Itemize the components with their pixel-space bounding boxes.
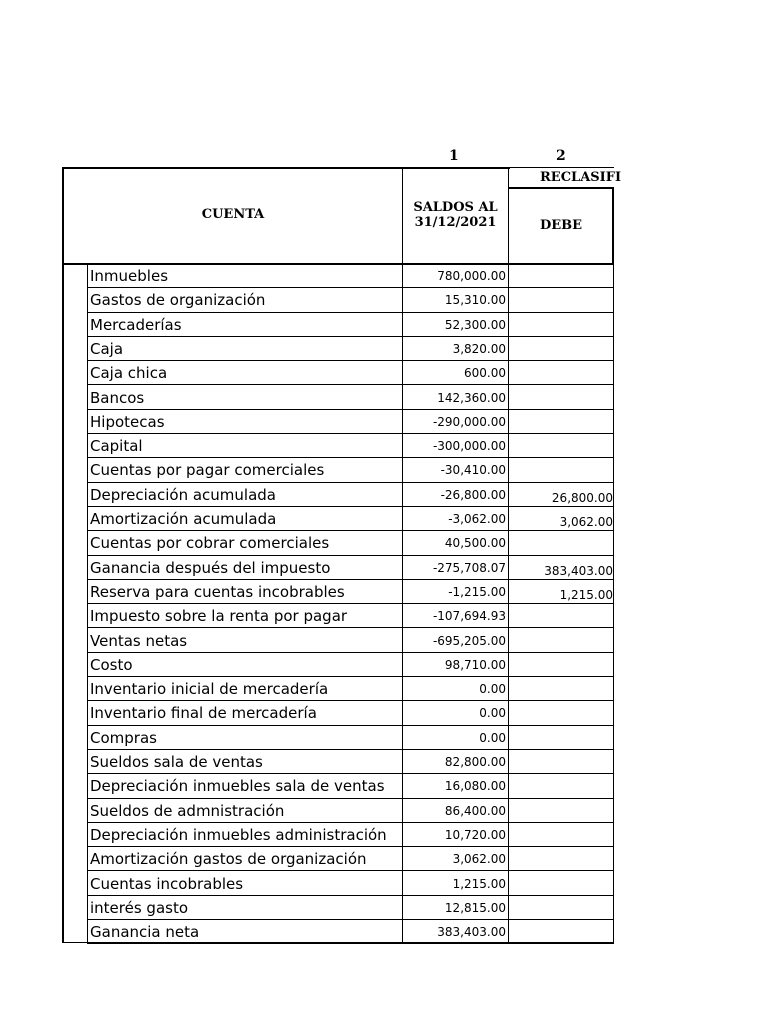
table-row [62,847,614,871]
table-row [62,580,614,604]
balance-cell[interactable]: 1,215.00 [452,876,506,891]
balance-cell[interactable]: 0.00 [479,730,506,745]
balance-cell[interactable]: 40,500.00 [444,536,506,551]
table-row [62,264,614,288]
balance-cell[interactable]: 15,310.00 [444,293,506,308]
balance-cell[interactable]: -1,215.00 [448,584,506,599]
header-debe: DEBE [539,218,583,233]
table-row [62,896,614,920]
balance-cell[interactable]: 0.00 [479,706,506,721]
account-cell[interactable]: Amortización gastos de organización [90,850,367,869]
reclasif-top-border [508,167,614,168]
account-cell[interactable]: Depreciación acumulada [90,485,276,504]
balance-cell[interactable]: 3,820.00 [452,341,506,356]
table-row [62,434,614,458]
balance-cell[interactable]: -3,062.00 [448,512,506,526]
table-row [62,361,614,385]
account-cell[interactable]: Bancos [90,388,145,407]
table-row [62,556,614,580]
account-cell[interactable]: Caja [90,339,124,358]
balance-cell[interactable]: 3,062.00 [452,852,506,867]
account-cell[interactable]: Inventario inicial de mercadería [90,680,329,699]
account-cell[interactable]: Reserva para cuentas incobrables [90,582,345,601]
account-cell[interactable]: Hipotecas [90,412,165,431]
balance-cell[interactable]: 0.00 [479,682,506,697]
column-number-2: 2 [556,148,566,164]
balance-cell[interactable]: -290,000.00 [432,414,506,429]
balance-cell[interactable]: 12,815.00 [444,900,506,915]
table-row [62,483,614,507]
balance-cell[interactable]: 98,710.00 [444,657,506,672]
account-cell[interactable]: Depreciación inmuebles administración [90,825,387,844]
account-cell[interactable]: Costo [90,655,133,674]
header-saldos [403,200,508,230]
account-cell[interactable]: Impuesto sobre la renta por pagar [90,607,348,626]
balance-cell[interactable]: 780,000.00 [437,269,506,283]
account-cell[interactable]: Amortización acumulada [90,510,277,528]
header-reclasif: RECLASIFI [540,170,622,185]
table-row [62,920,614,944]
table-row [62,799,614,823]
balance-cell[interactable]: 600.00 [464,366,506,381]
header-saldos-line2: 31/12/2021 [414,215,497,230]
table-row [62,313,614,337]
debe-top-border [508,187,614,189]
balance-cell[interactable]: 82,800.00 [444,755,506,769]
table-row [62,288,614,312]
table-row [62,774,614,798]
table-row [62,531,614,555]
balance-cell[interactable]: 10,720.00 [444,827,506,842]
account-cell[interactable]: interés gasto [90,898,189,917]
table-row [62,677,614,701]
table-row [62,823,614,847]
row-divider [87,943,614,944]
column-number-1: 1 [449,148,459,164]
account-cell[interactable]: Sueldos de admnistración [90,801,285,820]
account-cell[interactable]: Compras [90,728,157,747]
balance-cell[interactable]: -30,410.00 [440,463,506,478]
debe-cell[interactable]: 26,800.00 [551,490,613,505]
account-cell[interactable]: Inmuebles [90,267,169,285]
balance-cell[interactable]: -26,800.00 [440,487,506,502]
debe-cell[interactable]: 1,215.00 [559,587,613,602]
account-cell[interactable]: Inventario final de mercadería [90,704,317,723]
account-cell[interactable]: Depreciación inmuebles sala de ventas [90,777,385,796]
account-cell[interactable]: Capital [90,437,143,456]
debe-cell[interactable]: 3,062.00 [559,515,613,529]
account-cell[interactable]: Cuentas por pagar comerciales [90,461,325,480]
table-row [62,507,614,531]
table-row [62,629,614,653]
balance-cell[interactable]: -695,205.00 [432,633,506,648]
balance-cell[interactable]: -300,000.00 [432,439,506,454]
account-cell[interactable]: Caja chica [90,364,168,383]
table-bottom-border [62,942,614,943]
table-row [62,337,614,361]
balance-cell[interactable]: 16,080.00 [444,779,506,794]
account-cell[interactable]: Gastos de organización [90,291,266,310]
balance-cell[interactable]: -107,694.93 [432,609,506,624]
account-cell[interactable]: Ganancia después del impuesto [90,558,331,577]
worksheet-table [62,167,622,943]
account-cell[interactable]: Ventas netas [90,631,188,650]
header-saldos-line1: SALDOS AL [413,200,498,215]
account-cell[interactable]: Ganancia neta [90,923,200,942]
header-top-border [62,167,510,169]
table-row [62,653,614,677]
account-cell[interactable]: Sueldos sala de ventas [90,753,263,771]
balance-cell[interactable]: 383,403.00 [437,925,506,940]
debe-cell[interactable]: 383,403.00 [544,563,613,578]
balance-cell[interactable]: 142,360.00 [437,390,506,405]
balance-cell[interactable]: 52,300.00 [444,317,506,332]
account-cell[interactable]: Cuentas por cobrar comerciales [90,534,330,553]
account-cell[interactable]: Mercaderías [90,315,182,334]
table-row [62,701,614,725]
balance-cell[interactable]: 86,400.00 [444,803,506,818]
table-row [62,872,614,896]
table-row [62,750,614,774]
header-cuenta: CUENTA [201,207,265,222]
table-row [62,458,614,482]
account-cell[interactable]: Cuentas incobrables [90,874,244,893]
table-row [62,726,614,750]
table-row [62,410,614,434]
balance-cell[interactable]: -275,708.07 [432,560,506,575]
table-row [62,386,614,410]
table-row [62,604,614,628]
